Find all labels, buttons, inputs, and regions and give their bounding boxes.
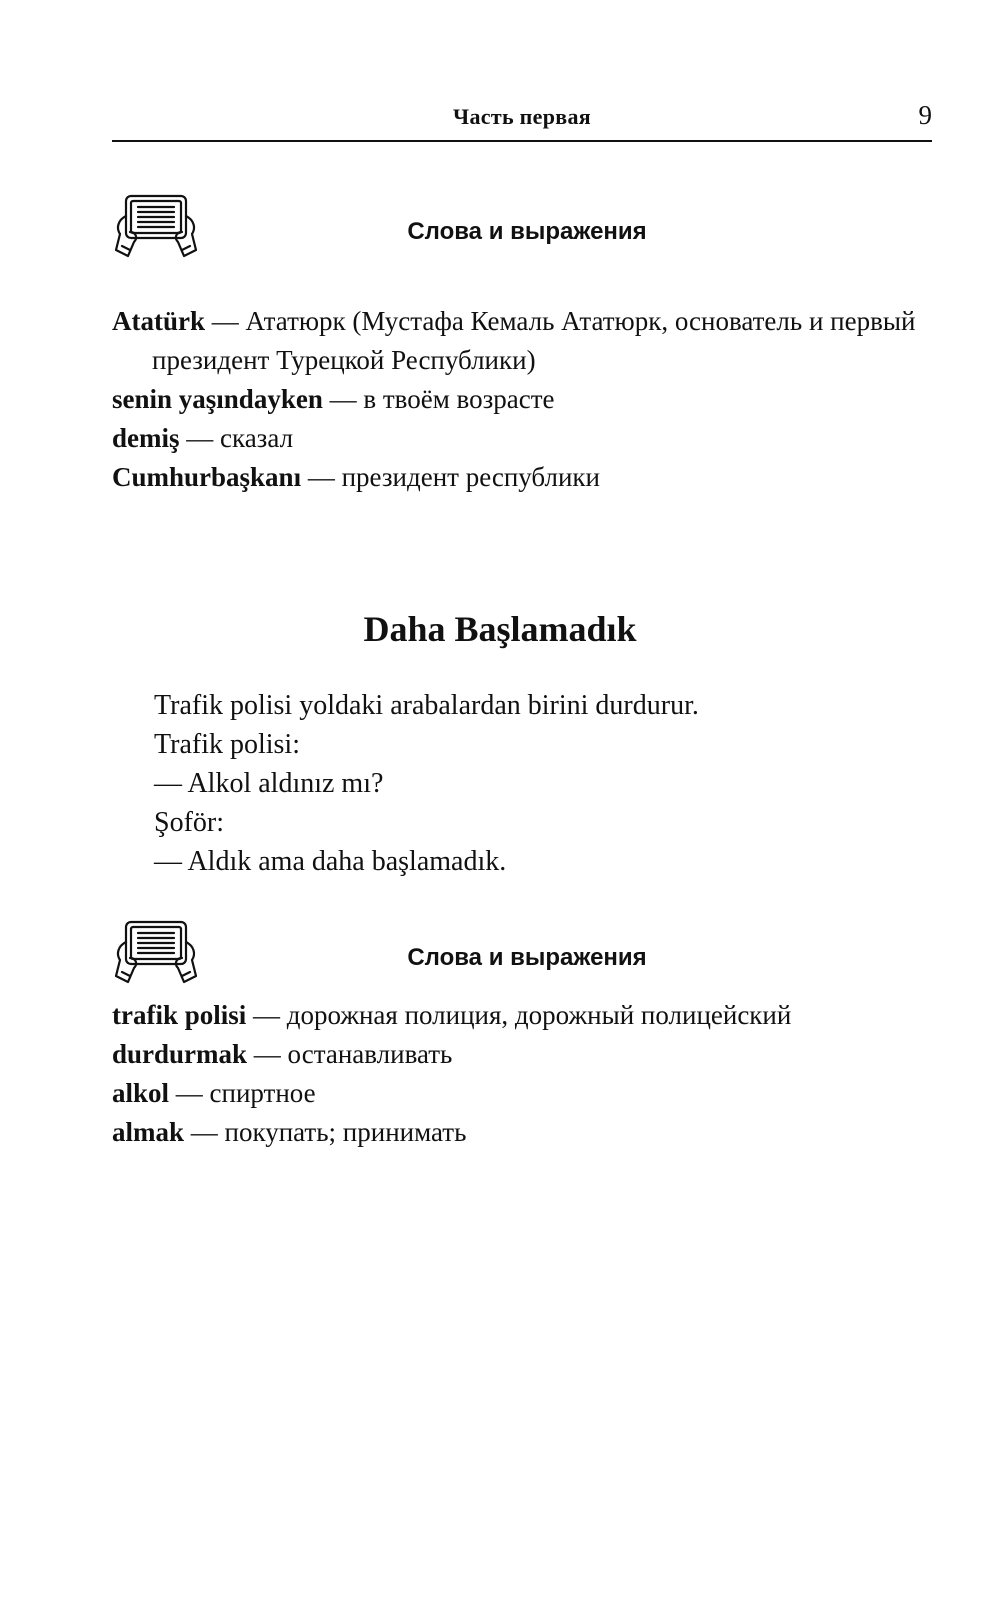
vocabulary-title: Слова и выражения [407,944,647,971]
vocabulary-definition: — покупать; принимать [190,1117,467,1147]
vocabulary-definition: — в твоём возрасте [329,384,555,414]
vocabulary-definition: — спиртное [175,1078,316,1108]
page-header [112,100,932,142]
running-head: Часть первая [453,104,591,129]
vocabulary-entry [112,380,942,419]
story-title: Daha Başlamadık [363,609,637,649]
page-number: 9 [918,100,932,130]
vocabulary-term: durdurmak [112,1039,248,1069]
story-line: Trafik polisi yoldaki arabalardan birini durdurur. [154,690,699,721]
vocabulary-definition: — сказал [186,423,294,453]
vocabulary-term: senin yaşındayken [112,384,323,414]
vocabulary-list [112,302,942,497]
vocabulary-entry [112,302,942,380]
vocabulary-entry [112,1035,942,1074]
story-line: Şoför: [154,807,224,838]
vocabulary-entry [112,996,942,1035]
vocabulary-title: Слова и выражения [407,218,647,245]
vocabulary-term: Atatürk [112,306,205,336]
vocabulary-term: alkol [112,1078,170,1108]
vocabulary-entry [112,419,942,458]
vocabulary-term: trafik polisi [112,1000,247,1030]
vocabulary-list [112,996,942,1152]
vocabulary-term: Cumhurbaşkanı [112,462,302,492]
vocabulary-entry [112,458,942,497]
vocabulary-entry [112,1113,942,1152]
vocabulary-block-2 [112,916,942,1152]
vocabulary-definition: — президент республики [307,462,600,492]
story-line: — Alkol aldınız mı? [154,768,384,799]
story-line: Trafik polisi: [154,729,300,760]
vocabulary-term: demiş [112,423,180,453]
vocabulary-definition: — Ататюрк (Мустафа Кемаль Ататюрк, основатель и первый президент Турецкой Республики) [152,306,916,375]
story-text [154,686,699,881]
vocabulary-term: almak [112,1117,185,1147]
story-line: — Aldık ama daha başlamadık. [154,846,507,877]
vocabulary-definition: — останавливать [253,1039,453,1069]
vocabulary-definition: — дорожная полиция, дорожный полицейский [253,1000,792,1030]
vocabulary-entry [112,1074,942,1113]
vocabulary-block-1 [112,190,942,497]
